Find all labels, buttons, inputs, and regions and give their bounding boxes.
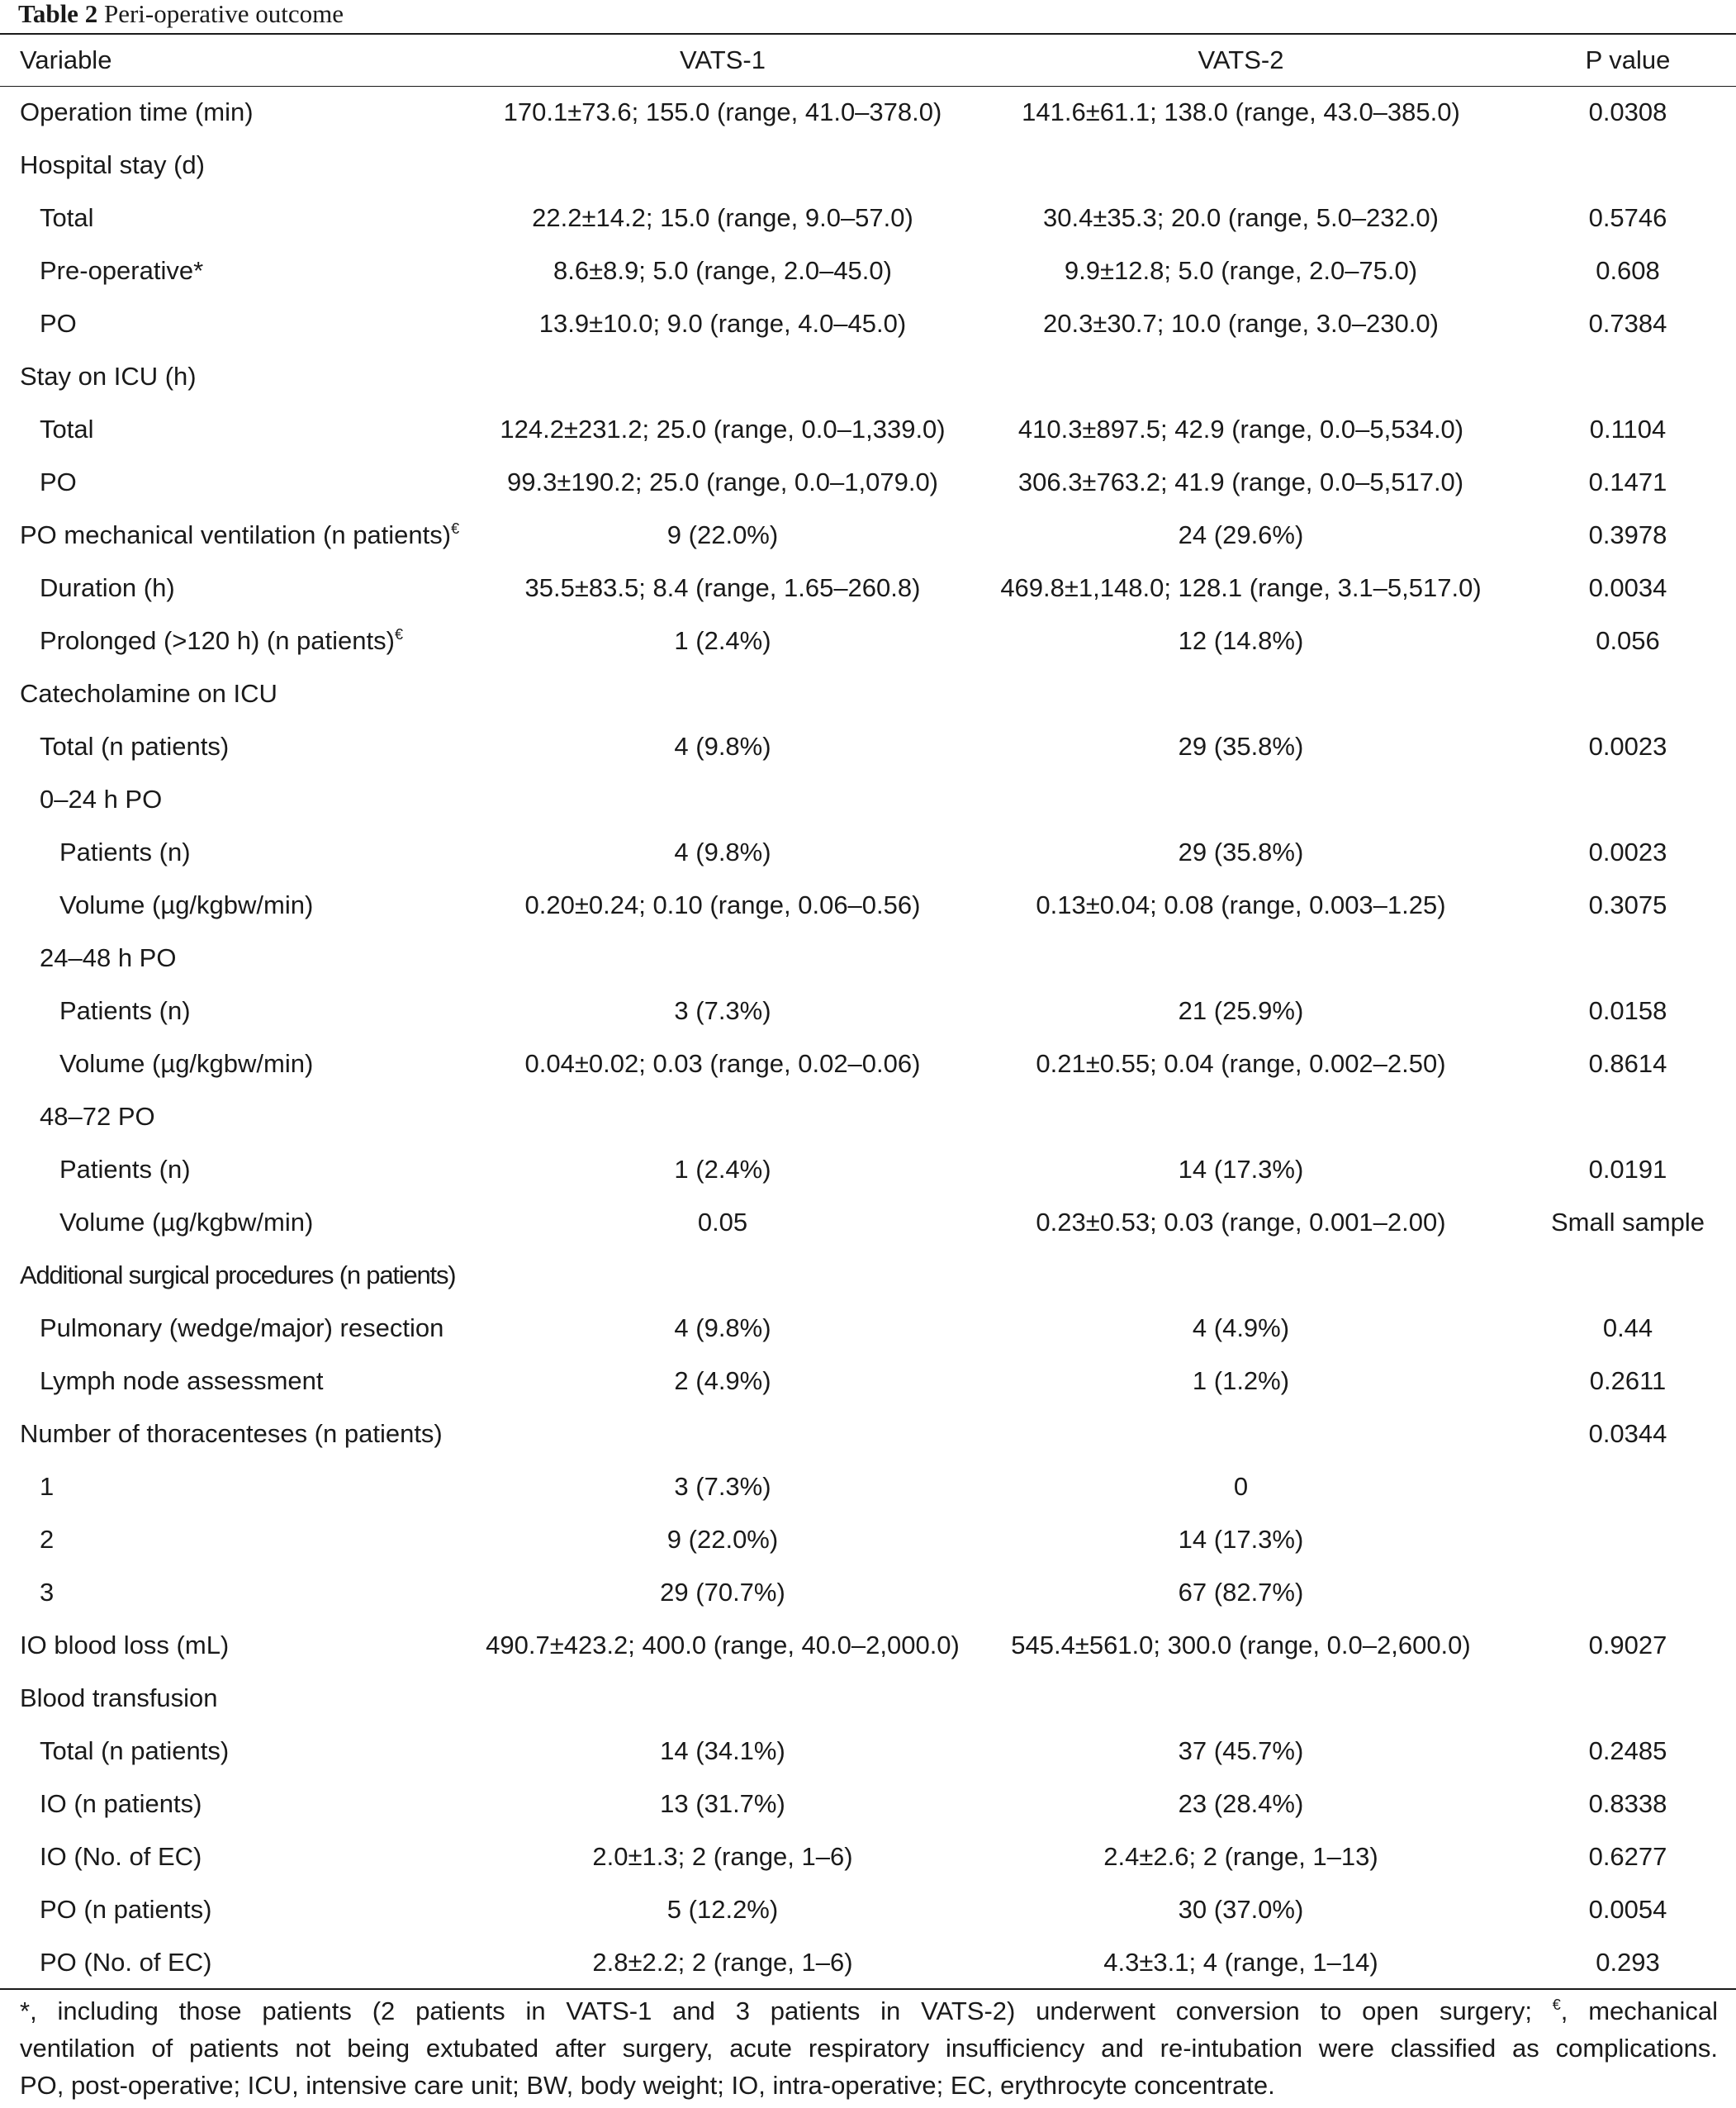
cell-vats1: 490.7±423.2; 400.0 (range, 40.0–2,000.0) <box>486 1631 960 1659</box>
cell-p-value: 0.3075 <box>1588 890 1667 919</box>
cell-p-value <box>1520 1672 1736 1725</box>
row-label <box>0 1778 483 1830</box>
row-label-footnote-symbol: € <box>394 626 403 643</box>
row-label-text: 48–72 PO <box>40 1102 155 1131</box>
cell-vats2: 30 (37.0%) <box>1178 1895 1304 1924</box>
row-label <box>0 1355 483 1408</box>
row-label-text: Duration (h) <box>40 573 175 602</box>
row-label <box>0 1090 483 1143</box>
row-label <box>0 932 483 985</box>
row-label-text: Volume (µg/kgbw/min) <box>59 1049 314 1078</box>
cell-vats1 <box>483 667 962 720</box>
cell-vats1: 35.5±83.5; 8.4 (range, 1.65–260.8) <box>524 573 921 602</box>
cell-vats2: 37 (45.7%) <box>1178 1736 1304 1765</box>
cell-p-value: 0.0158 <box>1588 996 1667 1025</box>
table-row <box>0 720 1736 773</box>
cell-p-value <box>1520 350 1736 403</box>
table-header-row <box>0 35 1736 86</box>
row-label-text: 2 <box>40 1525 55 1554</box>
row-label-footnote-symbol: € <box>451 520 460 537</box>
cell-vats2: 410.3±897.5; 42.9 (range, 0.0–5,534.0) <box>1017 415 1464 444</box>
cell-p-value: 0.8338 <box>1588 1789 1667 1818</box>
row-label <box>0 720 483 773</box>
row-label <box>0 1936 483 1989</box>
table-row <box>0 403 1736 456</box>
row-label-text: IO blood loss (mL) <box>20 1631 230 1659</box>
bottom-rule <box>0 1988 1736 1990</box>
cell-vats1: 0.20±0.24; 0.10 (range, 0.06–0.56) <box>524 890 921 919</box>
row-label <box>0 1196 483 1249</box>
row-label <box>0 192 483 245</box>
table-row <box>0 1830 1736 1883</box>
cell-vats2 <box>962 773 1520 826</box>
cell-vats2: 306.3±763.2; 41.9 (range, 0.0–5,517.0) <box>1017 468 1464 496</box>
table-row <box>0 773 1736 826</box>
cell-vats2: 9.9±12.8; 5.0 (range, 2.0–75.0) <box>1064 256 1418 285</box>
cell-vats1: 170.1±73.6; 155.0 (range, 41.0–378.0) <box>503 97 942 126</box>
row-label-text: 3 <box>40 1578 55 1607</box>
cell-vats1 <box>483 1249 962 1302</box>
cell-vats2: 469.8±1,148.0; 128.1 (range, 3.1–5,517.0) <box>1000 573 1482 602</box>
row-label <box>0 403 483 456</box>
cell-p-value: 0.5746 <box>1588 203 1667 232</box>
row-label-text: Patients (n) <box>59 838 191 866</box>
row-label-text: Prolonged (>120 h) (n patients) <box>40 626 395 655</box>
cell-vats2: 29 (35.8%) <box>1178 838 1304 866</box>
table-caption-label: Table 2 <box>18 0 98 28</box>
cell-p-value: 0.6277 <box>1588 1842 1667 1871</box>
row-label <box>0 1725 483 1778</box>
footnote-line-3: PO, post-operative; ICU, intensive care unit; BW, body weight; IO, intra-operative; EC, erythrocyte concentrate. <box>20 2071 1275 2100</box>
cell-p-value: 0.7384 <box>1588 309 1667 338</box>
row-label <box>0 245 483 297</box>
cell-vats1: 0.04±0.02; 0.03 (range, 0.02–0.06) <box>524 1049 921 1078</box>
cell-p-value: 0.0344 <box>1588 1419 1667 1448</box>
row-label-text: Volume (µg/kgbw/min) <box>59 890 314 919</box>
table-row <box>0 1302 1736 1355</box>
row-label-text: Pulmonary (wedge/major) resection <box>40 1313 444 1342</box>
cell-vats2: 4 (4.9%) <box>1192 1313 1290 1342</box>
table-row <box>0 350 1736 403</box>
cell-vats1 <box>483 932 962 985</box>
header-p-value: P value <box>1585 45 1671 74</box>
row-label <box>0 1883 483 1936</box>
table-body <box>0 86 1736 1989</box>
row-label <box>0 615 483 667</box>
cell-vats2 <box>962 350 1520 403</box>
row-label-text: Patients (n) <box>59 1155 191 1184</box>
cell-vats1 <box>483 1090 962 1143</box>
table-row <box>0 86 1736 139</box>
cell-vats2 <box>962 667 1520 720</box>
cell-vats2: 21 (25.9%) <box>1178 996 1304 1025</box>
cell-p-value <box>1520 139 1736 192</box>
cell-vats1 <box>483 1672 962 1725</box>
table-row <box>0 192 1736 245</box>
cell-vats1: 3 (7.3%) <box>674 1472 771 1501</box>
table-row <box>0 615 1736 667</box>
footnote-text: , mechanical <box>1560 1996 1718 2025</box>
row-label <box>0 1513 483 1566</box>
row-label-text: Hospital stay (d) <box>20 150 205 179</box>
table-row <box>0 456 1736 509</box>
table-row <box>0 826 1736 879</box>
row-label-text: Total <box>40 415 94 444</box>
outcome-table <box>0 35 1736 1989</box>
cell-vats1: 99.3±190.2; 25.0 (range, 0.0–1,079.0) <box>506 468 939 496</box>
table-row <box>0 1672 1736 1725</box>
cell-p-value <box>1520 773 1736 826</box>
cell-p-value <box>1520 1566 1736 1619</box>
row-label-text: Stay on ICU (h) <box>20 362 197 391</box>
cell-p-value <box>1520 1460 1736 1513</box>
cell-vats2: 20.3±30.7; 10.0 (range, 3.0–230.0) <box>1043 309 1439 338</box>
cell-vats2: 141.6±61.1; 138.0 (range, 43.0–385.0) <box>1022 97 1460 126</box>
row-label-text: IO (No. of EC) <box>40 1842 202 1871</box>
row-label <box>0 1302 483 1355</box>
table-caption-title: Peri-operative outcome <box>103 0 344 28</box>
table-row <box>0 1513 1736 1566</box>
cell-p-value: 0.293 <box>1596 1948 1660 1977</box>
row-label-text: IO (n patients) <box>40 1789 202 1818</box>
cell-p-value: 0.0308 <box>1588 97 1667 126</box>
table-row <box>0 139 1736 192</box>
row-label <box>0 1566 483 1619</box>
cell-p-value: 0.1471 <box>1588 468 1667 496</box>
row-label-text: Volume (µg/kgbw/min) <box>59 1208 314 1237</box>
cell-p-value: 0.0034 <box>1588 573 1667 602</box>
cell-p-value <box>1520 1090 1736 1143</box>
row-label <box>0 826 483 879</box>
cell-vats1: 1 (2.4%) <box>674 1155 771 1184</box>
cell-p-value: 0.44 <box>1602 1313 1653 1342</box>
cell-vats1: 3 (7.3%) <box>674 996 771 1025</box>
row-label <box>0 1460 483 1513</box>
cell-vats1: 29 (70.7%) <box>660 1578 785 1607</box>
row-label-text: Lymph node assessment <box>40 1366 324 1395</box>
row-label-text: Patients (n) <box>59 996 191 1025</box>
cell-vats2: 67 (82.7%) <box>1178 1578 1304 1607</box>
cell-vats1: 14 (34.1%) <box>660 1736 785 1765</box>
cell-p-value: 0.9027 <box>1588 1631 1667 1659</box>
row-label <box>0 139 483 192</box>
cell-vats2 <box>962 1090 1520 1143</box>
cell-vats2: 14 (17.3%) <box>1178 1155 1304 1184</box>
cell-vats2 <box>962 1249 1520 1302</box>
cell-vats2: 23 (28.4%) <box>1178 1789 1304 1818</box>
cell-vats1: 9 (22.0%) <box>666 1525 779 1554</box>
row-label <box>0 1672 483 1725</box>
cell-vats1: 4 (9.8%) <box>674 838 771 866</box>
cell-vats2: 545.4±561.0; 300.0 (range, 0.0–2,600.0) <box>1011 1631 1471 1659</box>
row-label <box>0 86 483 139</box>
cell-vats1: 124.2±231.2; 25.0 (range, 0.0–1,339.0) <box>500 415 946 444</box>
table-row <box>0 1037 1736 1090</box>
table-row <box>0 1725 1736 1778</box>
table-row <box>0 879 1736 932</box>
cell-vats2 <box>962 932 1520 985</box>
header-rule <box>0 86 1736 87</box>
row-label <box>0 1830 483 1883</box>
row-label-text: PO <box>40 468 77 496</box>
table-footnote <box>20 1992 1718 2104</box>
row-label <box>0 985 483 1037</box>
table-row <box>0 1778 1736 1830</box>
cell-p-value: 0.056 <box>1596 626 1660 655</box>
cell-vats2: 29 (35.8%) <box>1178 732 1304 761</box>
cell-vats2: 0.23±0.53; 0.03 (range, 0.001–2.00) <box>1036 1208 1446 1237</box>
row-label-text: Catecholamine on ICU <box>20 679 277 708</box>
table-row <box>0 297 1736 350</box>
header-vats2: VATS-2 <box>1198 45 1284 74</box>
cell-p-value: 0.8614 <box>1588 1049 1667 1078</box>
row-label-text: 0–24 h PO <box>40 785 163 814</box>
cell-vats1 <box>483 350 962 403</box>
row-label <box>0 1143 483 1196</box>
cell-vats1 <box>483 139 962 192</box>
cell-p-value: Small sample <box>1550 1208 1705 1237</box>
row-label-text: Blood transfusion <box>20 1683 218 1712</box>
row-label-text: Total (n patients) <box>40 732 230 761</box>
cell-vats1: 1 (2.4%) <box>674 626 771 655</box>
cell-vats1: 5 (12.2%) <box>666 1895 779 1924</box>
table-row <box>0 1619 1736 1672</box>
row-label-text: Additional surgical procedures (n patients) <box>20 1261 456 1289</box>
row-label-text: Number of thoracenteses (n patients) <box>20 1419 443 1448</box>
cell-vats1 <box>483 1408 962 1460</box>
cell-vats2: 30.4±35.3; 20.0 (range, 5.0–232.0) <box>1043 203 1439 232</box>
cell-vats2: 24 (29.6%) <box>1178 520 1304 549</box>
row-label <box>0 456 483 509</box>
row-label-text: 24–48 h PO <box>40 943 177 972</box>
footnote-symbol: € <box>1552 1996 1561 2013</box>
cell-vats2: 0.13±0.04; 0.08 (range, 0.003–1.25) <box>1036 890 1446 919</box>
cell-vats1: 9 (22.0%) <box>666 520 779 549</box>
header-variable: Variable <box>20 45 112 74</box>
row-label <box>0 1037 483 1090</box>
cell-vats2 <box>962 139 1520 192</box>
table-row <box>0 1143 1736 1196</box>
cell-vats1: 13.9±10.0; 9.0 (range, 4.0–45.0) <box>538 309 907 338</box>
table-row <box>0 1090 1736 1143</box>
row-label <box>0 509 483 562</box>
table-row <box>0 985 1736 1037</box>
cell-vats1: 4 (9.8%) <box>674 1313 771 1342</box>
row-label <box>0 297 483 350</box>
footnote-line-1 <box>20 1992 1718 2030</box>
cell-p-value <box>1520 932 1736 985</box>
cell-vats1: 8.6±8.9; 5.0 (range, 2.0–45.0) <box>553 256 892 285</box>
cell-vats1: 0.05 <box>697 1208 748 1237</box>
row-label <box>0 879 483 932</box>
table-row <box>0 1196 1736 1249</box>
row-label <box>0 667 483 720</box>
cell-p-value <box>1520 1513 1736 1566</box>
cell-vats1 <box>483 773 962 826</box>
cell-p-value: 0.0054 <box>1588 1895 1667 1924</box>
row-label <box>0 1249 483 1302</box>
cell-vats1: 2.0±1.3; 2 (range, 1–6) <box>592 1842 853 1871</box>
row-label-text: Total <box>40 203 94 232</box>
row-label <box>0 773 483 826</box>
cell-vats1: 2 (4.9%) <box>674 1366 771 1395</box>
cell-p-value: 0.1104 <box>1589 415 1667 444</box>
row-label <box>0 1619 483 1672</box>
cell-vats2 <box>962 1408 1520 1460</box>
table-row <box>0 1883 1736 1936</box>
cell-vats2: 1 (1.2%) <box>1192 1366 1290 1395</box>
cell-vats1: 4 (9.8%) <box>674 732 771 761</box>
row-label <box>0 350 483 403</box>
table-row <box>0 509 1736 562</box>
row-label-text: Total (n patients) <box>40 1736 230 1765</box>
table-caption <box>18 0 344 31</box>
cell-p-value: 0.0023 <box>1588 838 1667 866</box>
cell-p-value: 0.0023 <box>1588 732 1667 761</box>
cell-p-value: 0.608 <box>1596 256 1660 285</box>
row-label-text: Operation time (min) <box>20 97 254 126</box>
cell-p-value: 0.2611 <box>1589 1366 1667 1395</box>
cell-p-value: 0.2485 <box>1588 1736 1667 1765</box>
table-row <box>0 1249 1736 1302</box>
cell-p-value <box>1520 1249 1736 1302</box>
cell-vats2: 0 <box>1233 1472 1249 1501</box>
row-label <box>0 1408 483 1460</box>
cell-vats1: 22.2±14.2; 15.0 (range, 9.0–57.0) <box>532 203 913 232</box>
header-vats1: VATS-1 <box>680 45 766 74</box>
cell-vats2: 14 (17.3%) <box>1178 1525 1304 1554</box>
cell-vats2: 12 (14.8%) <box>1178 626 1304 655</box>
row-label <box>0 562 483 615</box>
cell-vats2: 0.21±0.55; 0.04 (range, 0.002–2.50) <box>1036 1049 1446 1078</box>
cell-p-value <box>1520 667 1736 720</box>
cell-vats1: 2.8±2.2; 2 (range, 1–6) <box>592 1948 853 1977</box>
table-row <box>0 932 1736 985</box>
cell-p-value: 0.3978 <box>1588 520 1667 549</box>
row-label-text: PO <box>40 309 77 338</box>
row-label-text: Pre-operative* <box>40 256 204 285</box>
row-label-text: PO (n patients) <box>40 1895 212 1924</box>
table-row <box>0 1355 1736 1408</box>
row-label-text: 1 <box>40 1472 55 1501</box>
table-row <box>0 1460 1736 1513</box>
table-row <box>0 245 1736 297</box>
table-row <box>0 1936 1736 1989</box>
cell-vats1: 13 (31.7%) <box>660 1789 785 1818</box>
table-row <box>0 1408 1736 1460</box>
footnote-line-2: ventilation of patients not being extubated after surgery, acute respiratory insufficiency and re-intubation were classified as complications. <box>20 2034 1718 2063</box>
row-label-text: PO (No. of EC) <box>40 1948 212 1977</box>
cell-p-value: 0.0191 <box>1588 1155 1667 1184</box>
table-row <box>0 562 1736 615</box>
table-row <box>0 667 1736 720</box>
row-label-text: PO mechanical ventilation (n patients) <box>20 520 452 549</box>
cell-vats2: 2.4±2.6; 2 (range, 1–13) <box>1103 1842 1378 1871</box>
footnote-text: *, including those patients (2 patients in VATS-1 and 3 patients in VATS-2) underwent conversion to open surgery; <box>20 1996 1553 2025</box>
cell-vats2 <box>962 1672 1520 1725</box>
cell-vats2: 4.3±3.1; 4 (range, 1–14) <box>1103 1948 1378 1977</box>
table-row <box>0 1566 1736 1619</box>
